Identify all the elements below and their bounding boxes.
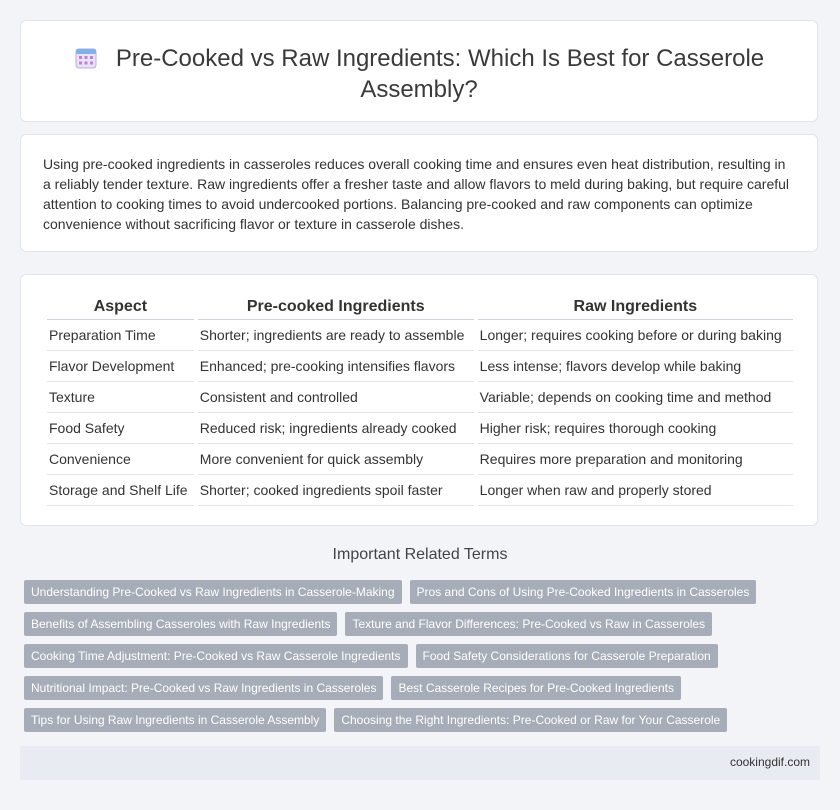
related-term-link[interactable]: Cooking Time Adjustment: Pre-Cooked vs Raw Casserole Ingredients — [24, 644, 408, 668]
intro-card — [20, 134, 818, 252]
table-cell: Preparation Time — [47, 320, 194, 351]
related-terms-list — [24, 580, 814, 740]
table-cell: Food Safety — [47, 413, 194, 444]
table-cell: Shorter; cooked ingredients spoil faster — [198, 475, 474, 506]
table-cell: Texture — [47, 382, 194, 413]
related-term-link[interactable]: Tips for Using Raw Ingredients in Casserole Assembly — [24, 708, 326, 732]
comparison-card — [20, 274, 818, 526]
table-cell: Storage and Shelf Life — [47, 475, 194, 506]
related-term-link[interactable]: Best Casserole Recipes for Pre-Cooked Ingredients — [391, 676, 680, 700]
related-term-link[interactable]: Food Safety Considerations for Casserole Preparation — [416, 644, 718, 668]
column-header: Pre-cooked Ingredients — [198, 295, 474, 320]
comparison-table — [43, 295, 797, 506]
table-row — [47, 475, 793, 506]
intro-paragraph: Using pre-cooked ingredients in casseroles reduces overall cooking time and ensures even heat distribution, resulting in a reliably tender texture. Raw ingredients offer a fresher taste and allow flavors to meld during baking, but require careful attention to cooking times to avoid undercooked portions. Balancing pre-cooked and raw components can optimize convenience without sacrificing flavor or texture in casserole dishes. — [43, 156, 790, 232]
calendar-icon — [74, 46, 98, 70]
related-terms-title: Important Related Terms — [332, 546, 508, 563]
table-cell: Reduced risk; ingredients already cooked — [198, 413, 474, 444]
page-title: Pre-Cooked vs Raw Ingredients: Which Is Best for Casserole Assembly? — [115, 45, 765, 103]
related-term-link[interactable]: Nutritional Impact: Pre-Cooked vs Raw Ingredients in Casseroles — [24, 676, 383, 700]
column-header: Raw Ingredients — [478, 295, 793, 320]
site-name[interactable]: cookingdif.com — [729, 755, 810, 769]
table-cell: Longer; requires cooking before or during baking — [478, 320, 793, 351]
title-card — [20, 20, 818, 122]
table-cell: Higher risk; requires thorough cooking — [478, 413, 793, 444]
table-cell: Requires more preparation and monitoring — [478, 444, 793, 475]
table-cell: More convenient for quick assembly — [198, 444, 474, 475]
footer — [20, 746, 820, 780]
table-row — [47, 413, 793, 444]
table-cell: Shorter; ingredients are ready to assemble — [198, 320, 474, 351]
table-row — [47, 382, 793, 413]
related-term-link[interactable]: Pros and Cons of Using Pre-Cooked Ingredients in Casseroles — [410, 580, 757, 604]
table-cell: Less intense; flavors develop while baking — [478, 351, 793, 382]
table-cell: Consistent and controlled — [198, 382, 474, 413]
table-row — [47, 351, 793, 382]
table-row — [47, 320, 793, 351]
table-cell: Variable; depends on cooking time and method — [478, 382, 793, 413]
table-cell: Longer when raw and properly stored — [478, 475, 793, 506]
column-header: Aspect — [47, 295, 194, 320]
related-term-link[interactable]: Understanding Pre-Cooked vs Raw Ingredients in Casserole-Making — [24, 580, 402, 604]
table-cell: Enhanced; pre-cooking intensifies flavors — [198, 351, 474, 382]
table-cell: Flavor Development — [47, 351, 194, 382]
related-term-link[interactable]: Benefits of Assembling Casseroles with Raw Ingredients — [24, 612, 337, 636]
related-term-link[interactable]: Texture and Flavor Differences: Pre-Cooked vs Raw in Casseroles — [345, 612, 712, 636]
page-title-row — [21, 43, 817, 105]
related-term-link[interactable]: Choosing the Right Ingredients: Pre-Cooked or Raw for Your Casserole — [334, 708, 727, 732]
table-cell: Convenience — [47, 444, 194, 475]
table-header-row — [47, 295, 793, 320]
table-row — [47, 444, 793, 475]
